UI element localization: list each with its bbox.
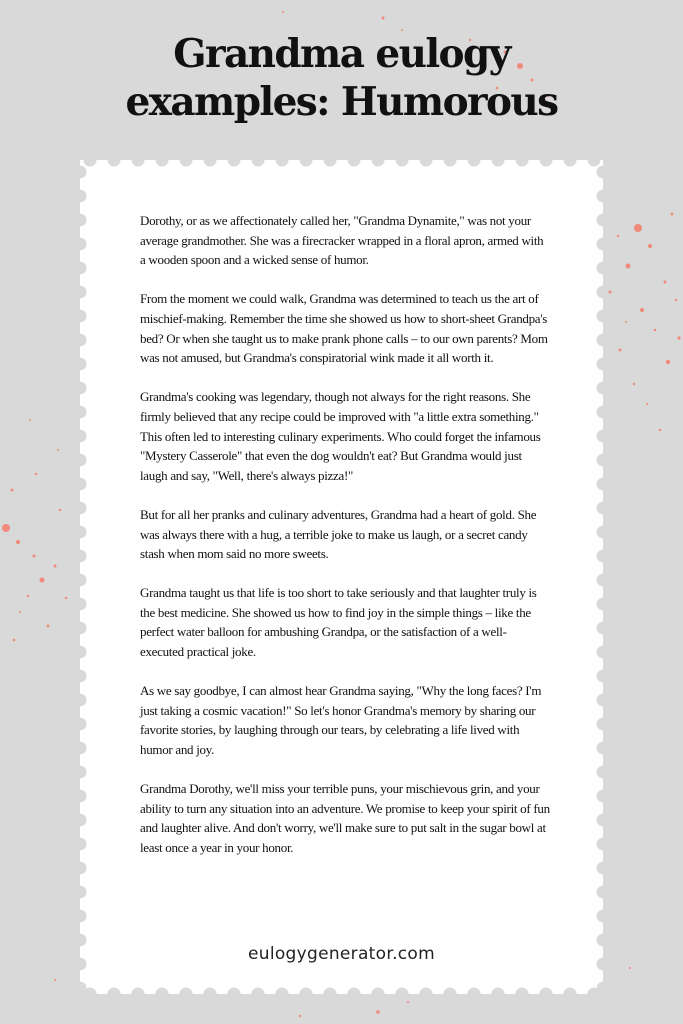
perforation-hole <box>132 160 145 167</box>
perforation-hole <box>597 550 604 563</box>
perforation-hole <box>597 622 604 635</box>
perforation-hole <box>80 214 87 227</box>
eulogy-paragraph: As we say goodbye, I can almost hear Grandma saying, "Why the long faces? I'm just taking a cosmic vacation!" So let's honor Grandma's memory by sharing our favorite stories, by laughing through our tears, by celebrating a life lived with humor and joy. <box>140 683 542 758</box>
perforation-hole <box>516 988 529 995</box>
perforation-hole <box>396 160 409 167</box>
perforation-hole <box>597 430 604 443</box>
perforation-hole <box>80 910 87 923</box>
perforation-hole <box>80 430 87 443</box>
perforation-hole <box>597 886 604 899</box>
perforation-hole <box>80 358 87 371</box>
perforation-hole <box>597 646 604 659</box>
perforation-hole <box>80 598 87 611</box>
perforation-hole <box>80 262 87 275</box>
perforation-hole <box>324 160 337 167</box>
perforation-hole <box>80 478 87 491</box>
perforation-hole <box>80 766 87 779</box>
perforation-hole <box>372 160 385 167</box>
perforation-hole <box>348 160 361 167</box>
perforation-hole <box>80 166 87 179</box>
perforation-hole <box>80 382 87 395</box>
perforation-hole <box>80 526 87 539</box>
perforation-hole <box>597 838 604 851</box>
perforation-hole <box>597 910 604 923</box>
eulogy-paragraph: Grandma taught us that life is too short to take seriously and that laughter truly is the best medicine. She showed us how to find joy in the simple things – like the perfect water balloon for ambushing Grandpa, or the satisfaction of a well-executed practical joke. <box>140 585 537 660</box>
perforation-hole <box>204 160 217 167</box>
perforation-hole <box>300 988 313 995</box>
perforation-hole <box>80 646 87 659</box>
perforation-hole <box>597 598 604 611</box>
perforation-hole <box>597 742 604 755</box>
perforation-hole <box>444 988 457 995</box>
perforation-hole <box>597 862 604 875</box>
perforation-hole <box>324 988 337 995</box>
perforation-hole <box>300 160 313 167</box>
page-title <box>0 30 683 126</box>
perforation-hole <box>252 160 265 167</box>
perforation-hole <box>80 670 87 683</box>
perforation-hole <box>597 454 604 467</box>
perforation-hole <box>597 670 604 683</box>
perforation-hole <box>540 988 553 995</box>
perforation-hole <box>80 310 87 323</box>
perforation-hole <box>348 988 361 995</box>
eulogy-paragraph: From the moment we could walk, Grandma was determined to teach us the art of mischief-making. Remember the time she showed us how to short-sheet Grandpa's bed? Or when she taught us to make prank phone calls – to our own parents? Mom was not amused, but Grandma's conspiratorial wink made it all worth it. <box>140 291 548 366</box>
perforation-hole <box>597 574 604 587</box>
perforation-hole <box>132 988 145 995</box>
perforation-hole <box>597 814 604 827</box>
perforation-hole <box>516 160 529 167</box>
perforation-hole <box>80 454 87 467</box>
perforation-hole <box>597 286 604 299</box>
perforation-hole <box>597 478 604 491</box>
perforation-hole <box>597 214 604 227</box>
perforation-hole <box>80 694 87 707</box>
eulogy-paragraph: But for all her pranks and culinary adventures, Grandma had a heart of gold. She was always there with a hug, a terrible joke to make us laugh, or a secret candy stash when mom said no more sweets. <box>140 506 537 562</box>
perforation-hole <box>492 160 505 167</box>
perforation-hole <box>597 238 604 251</box>
perforation-hole <box>80 334 87 347</box>
perforation-hole <box>80 550 87 563</box>
perforation-hole <box>597 334 604 347</box>
perforation-hole <box>276 160 289 167</box>
perforation-hole <box>420 988 433 995</box>
perforation-hole <box>597 262 604 275</box>
perforation-hole <box>372 988 385 995</box>
perforation-hole <box>276 988 289 995</box>
perforation-hole <box>228 160 241 167</box>
perforation-hole <box>228 988 241 995</box>
perforation-hole <box>80 238 87 251</box>
perforation-hole <box>564 988 577 995</box>
perforation-hole <box>180 160 193 167</box>
perforation-hole <box>492 988 505 995</box>
eulogy-paragraph: Dorothy, or as we affectionately called her, "Grandma Dynamite," was not your average grandmother. She was a firecracker wrapped in a floral apron, armed with a wooden spoon and a wicked sense of humor. <box>140 213 544 268</box>
perforation-hole <box>204 988 217 995</box>
perforation-hole <box>588 160 601 167</box>
perforation-hole <box>597 526 604 539</box>
perforation-hole <box>597 718 604 731</box>
perforation-hole <box>156 988 169 995</box>
perforation-hole <box>108 160 121 167</box>
perforation-hole <box>597 310 604 323</box>
perforation-hole <box>396 988 409 995</box>
perforation-hole <box>444 160 457 167</box>
perforation-hole <box>80 574 87 587</box>
perforation-hole <box>80 718 87 731</box>
perforation-hole <box>156 160 169 167</box>
perforation-hole <box>80 286 87 299</box>
perforation-hole <box>84 160 97 167</box>
perforation-hole <box>597 790 604 803</box>
perforation-hole <box>108 988 121 995</box>
perforation-hole <box>80 502 87 515</box>
perforation-hole <box>597 358 604 371</box>
perforation-hole <box>597 406 604 419</box>
eulogy-paragraph: Grandma Dorothy, we'll miss your terrible puns, your mischievous grin, and your ability to turn any situation into an adventure. We promise to keep your spirit of fun and laughter alive. And don't worry, we'll make sure to put salt in the sugar bowl at least once a year in your honor. <box>140 781 550 855</box>
perforation-hole <box>80 862 87 875</box>
perforation-hole <box>80 742 87 755</box>
perforation-hole <box>80 814 87 827</box>
perforation-hole <box>80 190 87 203</box>
perforation-hole <box>597 166 604 179</box>
perforation-hole <box>420 160 433 167</box>
perforation-hole <box>80 790 87 803</box>
title-line-2: examples: Humorous <box>125 79 558 125</box>
perforation-hole <box>597 382 604 395</box>
perforation-hole <box>80 886 87 899</box>
perforation-hole <box>540 160 553 167</box>
footer-website: eulogygenerator.com <box>247 944 435 964</box>
perforation-hole <box>80 406 87 419</box>
title-line-1: Grandma eulogy <box>173 31 510 77</box>
perforation-hole <box>180 988 193 995</box>
perforation-hole <box>597 694 604 707</box>
perforation-hole <box>80 622 87 635</box>
eulogy-paragraph: Grandma's cooking was legendary, though not always for the right reasons. She firmly believed that any recipe could be improved with "a little extra something." This often led to interesting culinary experiments. Who could forget the infamous "Mystery Casserole" that even the dog wouldn't eat? But Grandma would just laugh and say, "Well, there's always pizza!" <box>140 389 541 483</box>
perforation-hole <box>80 838 87 851</box>
perforation-hole <box>597 502 604 515</box>
perforation-hole <box>252 988 265 995</box>
perforation-hole <box>564 160 577 167</box>
perforation-hole <box>597 766 604 779</box>
perforation-hole <box>468 160 481 167</box>
perforation-hole <box>468 988 481 995</box>
eulogy-body <box>140 211 550 877</box>
perforation-hole <box>597 190 604 203</box>
